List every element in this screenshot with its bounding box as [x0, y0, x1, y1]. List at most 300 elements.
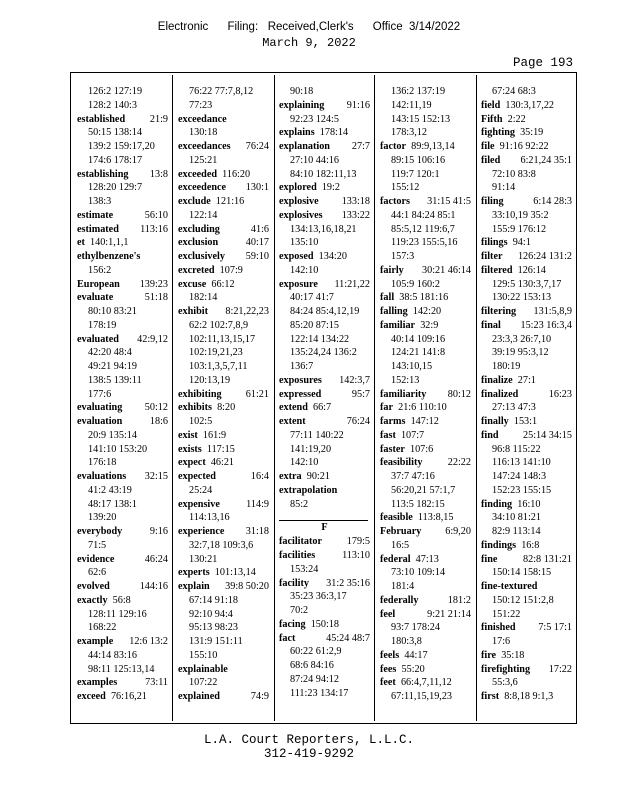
index-citation-line: 35:23 36:3,17: [290, 591, 347, 603]
index-term: estimate: [77, 209, 114, 221]
index-entry: [178, 223, 269, 237]
index-term: et: [77, 237, 85, 249]
index-citation-line: 142:10: [290, 264, 319, 276]
index-entry: [279, 195, 370, 209]
index-citation-line: 180:3,8: [391, 636, 422, 647]
index-citations: 31:2 35:16: [326, 577, 370, 589]
index-citations: 131:5,8,9: [533, 306, 572, 317]
index-citation-line: 103:1,3,5,7,11: [189, 361, 248, 372]
index-entry: [178, 456, 269, 470]
index-citations: 40:17: [245, 237, 269, 249]
index-citation-line: 72:10 83:8: [492, 168, 536, 180]
index-term: exhibits: [178, 402, 212, 414]
index-citation-line: 122:14 134:22: [290, 333, 350, 345]
index-entry: [279, 415, 370, 429]
index-term: federal: [380, 553, 411, 565]
section-rule: [279, 511, 368, 521]
index-entry: [178, 690, 269, 704]
index-citation-line: 48:17 138:1: [88, 498, 137, 510]
index-entry: [178, 113, 269, 127]
index-citations: 130:1: [245, 182, 269, 194]
index-citation-line: 93:7 178:24: [391, 622, 440, 634]
index-citation-line: 85:20 87:15: [290, 319, 339, 331]
index-citation-line: 39:19 95:3,12: [492, 347, 549, 359]
index-term: extend: [279, 402, 308, 414]
index-term: evaluated: [77, 333, 119, 345]
index-column-3: [279, 85, 370, 700]
index-citations: 13:8: [149, 168, 168, 180]
index-citation-line: 40:17 41:7: [290, 292, 334, 304]
index-citations: 19:2: [321, 182, 340, 194]
index-citation-line: 181:4: [391, 581, 415, 592]
index-entry: [178, 305, 269, 319]
index-entry: [481, 195, 572, 209]
index-entry: [77, 676, 168, 690]
index-term: facility: [279, 577, 309, 589]
index-citations: 144:16: [139, 581, 168, 592]
index-term: feels: [380, 649, 400, 661]
index-term: familiarity: [380, 388, 427, 400]
index-citations: 16:23: [548, 388, 572, 400]
index-citations: 142:3,7: [339, 374, 370, 386]
index-entry: [481, 236, 572, 250]
index-citation-line: 42:20 48:4: [88, 347, 132, 359]
index-entry: [77, 223, 168, 237]
index-citations: 9:16: [149, 526, 168, 537]
index-entry: [279, 99, 370, 113]
index-citation-line: 176:18: [88, 457, 117, 469]
index-entry: [77, 553, 168, 567]
index-citations: 8:20: [217, 402, 236, 414]
index-term: evaluation: [77, 416, 123, 427]
index-citation-line: 128:20 129:7: [88, 182, 143, 194]
index-citation-line: 98:11 125:13,14: [88, 663, 155, 675]
index-term: fairly: [380, 264, 404, 276]
index-citations: 95:7: [351, 388, 370, 400]
index-citation-line: 125:21: [189, 154, 218, 166]
index-entry: [178, 663, 269, 677]
index-citation-line: 135:10: [290, 237, 319, 249]
index-citation-line: 178:19: [88, 319, 117, 331]
index-entry: [279, 388, 370, 402]
index-citation-line: 128:11 129:16: [88, 608, 147, 620]
column-divider: [274, 75, 275, 721]
index-citations: 66:4,7,11,12: [400, 677, 452, 689]
index-citation-line: 177:6: [88, 388, 112, 400]
index-entry: [178, 429, 269, 443]
index-citations: 178:14: [319, 127, 349, 139]
index-citations: 35:19: [520, 127, 544, 139]
index-term: exist: [178, 429, 198, 441]
index-term: exceedance: [178, 113, 227, 125]
index-citation-line: 67:24 68:3: [492, 86, 536, 97]
index-term: facilitator: [279, 536, 322, 548]
index-citations: 181:2: [447, 594, 471, 606]
index-citation-line: 142:11,19: [391, 99, 432, 111]
transcript-date: March 9, 2022: [262, 36, 356, 50]
index-entry: [279, 140, 370, 154]
index-citation-line: 67:11,15,19,23: [391, 691, 453, 702]
index-citation-line: 178:3,12: [391, 127, 427, 139]
index-citations: 2:22: [507, 113, 526, 125]
index-entry: [279, 250, 370, 264]
index-citations: 32:9: [420, 319, 439, 331]
index-citation-line: 143:10,15: [391, 361, 433, 372]
index-term: far: [380, 402, 394, 414]
index-citation-line: 55:3,6: [492, 677, 518, 689]
index-term: experience: [178, 526, 225, 537]
index-entry: [178, 168, 269, 182]
index-citation-line: 71:5: [88, 539, 107, 551]
index-entry: [178, 181, 269, 195]
index-citation-line: 150:12 151:2,8: [492, 594, 554, 606]
index-citations: 35:18: [501, 649, 525, 661]
index-term: explanation: [279, 141, 330, 152]
index-citations: 61:21: [245, 388, 269, 400]
index-citations: 76:16,21: [110, 691, 147, 702]
index-citation-line: 37:7 47:16: [391, 471, 435, 482]
index-term: fees: [380, 663, 397, 675]
court-reporter-phone: 312-419-9292: [263, 747, 354, 761]
index-citation-line: 113:5 182:15: [391, 498, 445, 510]
index-citation-line: 89:15 106:16: [391, 154, 446, 166]
index-entry: [279, 484, 370, 498]
index-term: exposed: [279, 251, 314, 262]
index-term: feasibility: [380, 457, 423, 469]
index-entry: [481, 580, 572, 594]
index-entry: [481, 126, 572, 140]
index-citation-line: 155:10: [189, 649, 218, 661]
index-entry: [77, 278, 168, 292]
index-citation-line: 136:7: [290, 361, 314, 372]
index-term: exactly: [77, 594, 108, 606]
index-term: explosives: [279, 209, 323, 221]
index-entry: [380, 649, 471, 663]
index-term: finding: [481, 498, 513, 510]
index-entry: [380, 608, 471, 622]
index-citations: 153:1: [513, 416, 538, 427]
index-term: exhibit: [178, 306, 209, 317]
index-term: exposures: [279, 374, 322, 386]
index-citation-line: 27:10 44:16: [290, 154, 339, 166]
page-number: Page 193: [512, 56, 573, 70]
index-citation-line: 76:22 77:7,8,12: [189, 86, 254, 97]
index-entry: [279, 401, 370, 415]
index-term: find: [481, 429, 499, 441]
index-term: explains: [279, 127, 315, 139]
index-term: fine-textured: [481, 581, 538, 592]
index-entry: [380, 676, 471, 690]
index-term: exceed: [77, 691, 106, 702]
index-term: exhibiting: [178, 388, 222, 400]
index-citation-line: 155:12: [391, 182, 420, 194]
index-citations: 56:8: [112, 594, 131, 606]
index-citation-line: 33:10,19 35:2: [492, 209, 549, 221]
index-citations: 17:22: [548, 663, 572, 675]
index-term: establishing: [77, 168, 129, 180]
index-term: expected: [178, 471, 216, 482]
index-citations: 41:6: [250, 223, 269, 235]
index-entry: [178, 401, 269, 415]
index-entry: [77, 594, 168, 608]
index-citations: 11:21,22: [334, 278, 370, 290]
index-entry: [380, 140, 471, 154]
index-term: finally: [481, 416, 509, 427]
index-frame: [70, 72, 577, 724]
index-citation-line: 139:2 159:17,20: [88, 141, 155, 152]
index-citation-line: 136:2 137:19: [391, 86, 446, 97]
index-citations: 114:9: [246, 498, 269, 510]
index-entry: [279, 618, 370, 632]
index-citations: 126:24 131:2: [517, 251, 572, 262]
index-entry: [380, 443, 471, 457]
index-citations: 15:23 16:3,4: [520, 319, 572, 331]
index-term: filter: [481, 251, 503, 262]
index-term: everybody: [77, 526, 123, 537]
index-entry: [178, 525, 269, 539]
index-entry: [481, 113, 572, 127]
index-entry: [77, 580, 168, 594]
index-term: field: [481, 99, 501, 111]
index-citations: 45:24 48:7: [326, 632, 370, 644]
index-entry: [178, 388, 269, 402]
index-entry: [279, 374, 370, 388]
index-term: finalize: [481, 374, 513, 386]
index-citations: 94:1: [512, 237, 531, 249]
index-citations: 25:14 34:15: [523, 429, 572, 441]
index-entry: [481, 415, 572, 429]
index-citation-line: 67:14 91:18: [189, 594, 238, 606]
index-term: falling: [380, 306, 408, 317]
index-citation-line: 82:9 113:14: [492, 526, 541, 537]
index-citation-line: 85:2: [290, 498, 309, 510]
index-entry: [178, 236, 269, 250]
index-term: excreted: [178, 264, 215, 276]
index-term: filed: [481, 154, 501, 166]
index-citations: 150:18: [310, 618, 340, 630]
index-entry: [77, 250, 168, 264]
index-citations: 76:24: [245, 141, 269, 152]
index-term: ethylbenzene's: [77, 251, 141, 262]
index-citation-line: 77:23: [189, 99, 213, 111]
index-citations: 39:8 50:20: [225, 581, 269, 592]
index-citations: 140:1,1,1: [90, 237, 129, 249]
index-term: file: [481, 141, 495, 152]
index-term: explaining: [279, 99, 325, 111]
index-citations: 6:14 28:3: [533, 196, 572, 207]
index-entry: [481, 140, 572, 154]
index-citations: 44:17: [404, 649, 428, 661]
index-term: established: [77, 113, 126, 125]
index-term: familiar: [380, 319, 416, 331]
index-entry: [481, 498, 572, 512]
index-entry: [481, 374, 572, 388]
index-term: evidence: [77, 553, 115, 565]
index-term: exists: [178, 443, 202, 455]
index-citation-line: 119:23 155:5,16: [391, 237, 458, 249]
index-term: excluding: [178, 223, 220, 235]
index-citations: 107:7: [400, 429, 425, 441]
index-citation-line: 134:13,16,18,21: [290, 223, 357, 235]
index-citation-line: 151:22: [492, 608, 521, 620]
index-citation-line: 23:3,3 26:7,10: [492, 333, 552, 345]
index-citations: 179:5: [346, 536, 370, 548]
index-citation-line: 87:24 94:12: [290, 673, 339, 685]
index-entry: [77, 291, 168, 305]
index-term: exposure: [279, 278, 318, 290]
index-term: extent: [279, 416, 306, 427]
index-entry: [380, 456, 471, 470]
index-entry: [279, 549, 370, 563]
index-citations: 116:20: [222, 168, 251, 180]
index-entry: [279, 278, 370, 292]
index-column-1: [77, 85, 168, 704]
index-entry: [380, 663, 471, 677]
index-citation-line: 16:5: [391, 539, 410, 551]
index-citation-line: 32:7,18 109:3,6: [189, 539, 254, 551]
index-entry: [279, 126, 370, 140]
index-term: expect: [178, 457, 206, 469]
index-citations: 9:21 21:14: [427, 608, 471, 620]
index-citation-line: 27:13 47:3: [492, 402, 536, 414]
index-citation-line: 180:19: [492, 361, 521, 372]
index-citations: 147:12: [410, 416, 439, 427]
index-column-5: [481, 85, 572, 704]
index-citation-line: 147:24 148:3: [492, 471, 547, 482]
index-citation-line: 84:24 85:4,12,19: [290, 306, 360, 317]
index-citation-line: 44:1 84:24 85:1: [391, 209, 456, 221]
index-entry: [77, 113, 168, 127]
index-citations: 161:9: [202, 429, 227, 441]
index-citations: 7:5 17:1: [538, 622, 572, 634]
index-citations: 91:16: [346, 99, 370, 111]
index-citations: 12:6 13:2: [129, 636, 168, 647]
index-entry: [77, 168, 168, 182]
index-entry: [481, 264, 572, 278]
index-citations: 46:21: [210, 457, 235, 469]
index-term: expensive: [178, 498, 220, 510]
index-term: exceedence: [178, 182, 227, 194]
index-entry: [178, 580, 269, 594]
index-entry: [481, 649, 572, 663]
index-citation-line: 141:19,20: [290, 443, 332, 455]
index-entry: [279, 577, 370, 591]
index-citation-line: 122:14: [189, 209, 218, 221]
index-citations: 46:24: [144, 553, 168, 565]
index-entry: [178, 264, 269, 278]
index-term: faster: [380, 443, 405, 455]
index-citations: 59:10: [245, 251, 269, 262]
filing-stamp: Electronic Filing: Received,Clerk's Office 3/14/2022: [157, 21, 461, 33]
index-citations: 8:21,22,23: [225, 306, 269, 317]
index-term: filtering: [481, 306, 517, 317]
index-citation-line: 92:10 94:4: [189, 608, 233, 620]
column-divider: [476, 75, 477, 721]
index-term: evaluating: [77, 402, 123, 414]
index-citations: 107:6: [409, 443, 434, 455]
index-entry: [380, 429, 471, 443]
index-entry: [77, 690, 168, 704]
court-reporter-name: L.A. Court Reporters, L.L.C.: [203, 733, 415, 747]
index-term: factor: [380, 141, 407, 152]
index-citation-line: 77:11 140:22: [290, 429, 344, 441]
index-entry: [380, 264, 471, 278]
index-citations: 21:9: [149, 113, 168, 125]
index-citations: 66:7: [312, 402, 332, 414]
index-term: feet: [380, 677, 396, 689]
index-term: exceedances: [178, 141, 231, 152]
index-term: filtered: [481, 264, 513, 276]
index-term: fast: [380, 429, 396, 441]
index-term: explainable: [178, 663, 228, 675]
index-citations: 73:11: [145, 677, 168, 689]
index-citations: 101:13,14: [214, 567, 256, 579]
index-entry: [77, 401, 168, 415]
index-term: finalized: [481, 388, 519, 400]
index-entry: [178, 498, 269, 512]
index-citation-line: 102:5: [189, 416, 213, 427]
index-entry: [77, 635, 168, 649]
index-entry: [178, 470, 269, 484]
index-citation-line: 84:10 182:11,13: [290, 168, 357, 180]
index-term: first: [481, 691, 500, 702]
index-entry: [380, 594, 471, 608]
index-term: findings: [481, 539, 517, 551]
index-entry: [380, 305, 471, 319]
index-citation-line: 126:2 127:19: [88, 86, 143, 97]
index-entry: [178, 195, 269, 209]
index-citation-line: 135:24,24 136:2: [290, 347, 357, 359]
index-citations: 30:21 46:14: [422, 264, 471, 276]
index-term: example: [77, 636, 114, 647]
index-term: Fifth: [481, 113, 503, 125]
index-citations: 55:20: [401, 663, 425, 675]
index-term: federally: [380, 594, 419, 606]
index-citation-line: 40:14 109:16: [391, 333, 446, 345]
index-entry: [481, 690, 572, 704]
index-entry: [77, 525, 168, 539]
index-citation-line: 141:10 153:20: [88, 443, 148, 455]
index-citations: 18:6: [149, 416, 168, 427]
index-citation-line: 129:5 130:3,7,17: [492, 278, 562, 290]
index-citations: 16:8: [521, 539, 540, 551]
index-citation-line: 49:21 94:19: [88, 361, 137, 372]
index-term: excuse: [178, 278, 207, 290]
index-citations: 66:12: [211, 278, 235, 290]
index-term: explained: [178, 691, 220, 702]
index-citation-line: 138:5 139:11: [88, 374, 142, 386]
index-entry: [481, 319, 572, 333]
index-citation-line: 168:22: [88, 622, 117, 634]
index-term: exclude: [178, 196, 211, 207]
index-entry: [380, 195, 471, 209]
index-term: estimated: [77, 223, 119, 235]
index-citations: 31:18: [245, 526, 269, 537]
index-entry: [380, 525, 471, 539]
index-entry: [481, 539, 572, 553]
index-citations: 90:21: [306, 471, 330, 482]
index-citation-line: 17:6: [492, 636, 511, 647]
index-term: farms: [380, 416, 406, 427]
index-citation-line: 130:18: [189, 127, 218, 139]
index-citation-line: 85:5,12 119:6,7: [391, 223, 455, 235]
index-citation-line: 96:8 115:22: [492, 443, 541, 455]
index-citations: 76:24: [346, 416, 370, 427]
index-term: firefighting: [481, 663, 531, 675]
index-entry: [178, 250, 269, 264]
column-divider: [374, 75, 375, 721]
index-citation-line: 153:24: [290, 563, 319, 575]
